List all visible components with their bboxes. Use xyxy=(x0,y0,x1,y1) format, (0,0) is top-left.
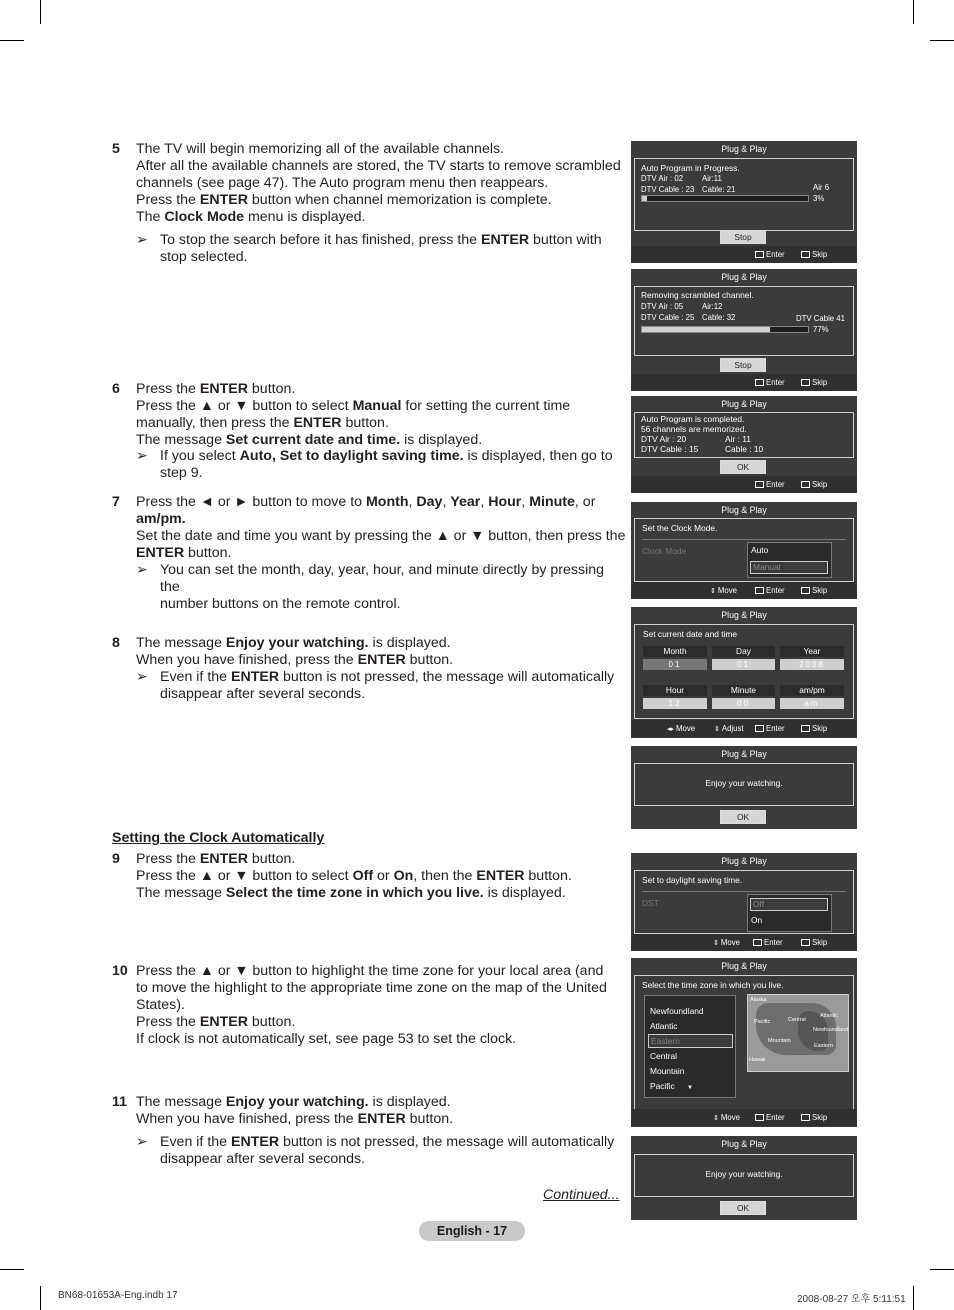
page-number-badge: English - 17 xyxy=(419,1221,525,1241)
text-line: If clock is not automatically set, see page 53 to set the clock. xyxy=(136,1031,517,1047)
text-line: Press the ▲ or ▼ button to select Off or On, then the ENTER button. xyxy=(136,868,572,884)
step-number: 6 xyxy=(112,381,120,397)
dtv-air-count: DTV Air : 02 xyxy=(641,174,684,183)
step-number: 8 xyxy=(112,635,120,651)
enjoy-message: Enjoy your watching. xyxy=(705,778,783,788)
dst-label: DST xyxy=(642,898,659,908)
current-channel: Air 6 xyxy=(813,183,830,192)
dtv-cable-count: DTV Cable : 23 xyxy=(641,185,695,194)
screen-heading: Select the time zone in which you live. xyxy=(642,980,784,990)
air-count: Air:11 xyxy=(702,174,722,183)
scroll-down-icon[interactable]: ▼ xyxy=(687,1085,693,1091)
screen-clock-mode xyxy=(631,502,857,599)
screen-panel xyxy=(634,412,854,458)
move-icon: ◂▸ xyxy=(667,726,675,733)
map-label-central: Central xyxy=(788,1017,806,1023)
move-hint: ⇕ Move xyxy=(713,1113,740,1122)
zone-atlantic[interactable]: Atlantic xyxy=(650,1021,678,1031)
option-auto[interactable]: Auto xyxy=(751,545,769,555)
option-manual[interactable]: Manual xyxy=(750,561,828,574)
screen-title: Plug & Play xyxy=(721,610,767,620)
step-number: 7 xyxy=(112,494,120,510)
enter-icon xyxy=(755,481,764,488)
text-line: You can set the month, day, year, hour, and minute directly by pressing the xyxy=(160,562,605,595)
screen-title: Plug & Play xyxy=(721,961,767,971)
map-label-mountain: Mountain xyxy=(768,1038,791,1044)
enter-icon xyxy=(753,939,762,946)
skip-icon xyxy=(801,1114,810,1121)
dtv-cable-count: DTV Cable : 25 xyxy=(641,313,695,322)
hint-bar xyxy=(631,476,857,493)
crop-mark xyxy=(930,40,954,41)
divider xyxy=(642,891,846,892)
stop-button[interactable]: Stop xyxy=(720,230,766,244)
text-line: Press the ◄ or ► button to move to Month, Day, Year, Hour, Minute, or xyxy=(136,494,596,510)
screen-set-date-time xyxy=(631,607,857,738)
screen-heading: Auto Program in Progress. xyxy=(641,163,740,173)
screen-heading: Removing scrambled channel. xyxy=(641,290,754,300)
move-hint: ⇕ Move xyxy=(710,586,737,595)
screen-panel xyxy=(634,518,854,582)
screen-title: Plug & Play xyxy=(721,144,767,154)
text-line: number buttons on the remote control. xyxy=(160,596,401,612)
map-label-atlantic: Atlantic xyxy=(820,1013,839,1019)
move-hint: ◂▸ Move xyxy=(667,724,696,733)
hint-bar xyxy=(631,582,857,599)
map-label-newfoundland: Newfoundland xyxy=(813,1027,849,1033)
zone-newfoundland[interactable]: Newfoundland xyxy=(650,1006,704,1016)
screen-enjoy-watching xyxy=(631,746,857,829)
zone-pacific[interactable]: Pacific xyxy=(650,1081,675,1091)
step-number: 5 xyxy=(112,141,120,157)
air-count: Air : 11 xyxy=(725,434,751,444)
text-line: The message Enjoy your watching. is displayed. xyxy=(136,635,451,651)
skip-hint: Skip xyxy=(801,938,827,947)
skip-icon xyxy=(801,939,810,946)
enter-icon xyxy=(755,1114,764,1121)
screen-removing-scrambled xyxy=(631,269,857,391)
screen-heading: Set current date and time xyxy=(643,629,738,639)
hint-bar xyxy=(631,1109,857,1126)
zone-central[interactable]: Central xyxy=(650,1051,677,1061)
crop-mark xyxy=(913,0,914,24)
text-line: channels (see page 47). The Auto program menu then reappears. xyxy=(136,175,549,191)
dtv-air-count: DTV Air : 05 xyxy=(641,302,684,311)
month-field[interactable]: 01 xyxy=(643,659,707,670)
cable-count: Cable: 21 xyxy=(702,185,736,194)
crop-mark xyxy=(0,1269,24,1270)
year-field[interactable]: 2008 xyxy=(780,659,844,670)
map-label-eastern: Eastern xyxy=(814,1043,833,1049)
clock-mode-label: Clock Mode xyxy=(642,546,687,556)
screen-auto-program xyxy=(631,141,857,263)
enter-hint: Enter xyxy=(755,480,785,489)
screen-panel xyxy=(634,158,854,231)
ok-button[interactable]: OK xyxy=(720,1201,766,1215)
ampm-header: am/pm xyxy=(780,685,844,696)
screen-panel xyxy=(634,975,854,1110)
step-number: 9 xyxy=(112,851,120,867)
step-text xyxy=(136,141,621,226)
skip-icon xyxy=(801,481,810,488)
text-line: Even if the ENTER button is not pressed, the message will automatically xyxy=(160,1134,615,1150)
progress-percent: 77% xyxy=(813,325,829,334)
map-label-pacific: Pacific xyxy=(754,1019,771,1025)
dtv-air-count: DTV Air : 20 xyxy=(641,434,687,444)
stop-button[interactable]: Stop xyxy=(720,358,766,372)
screen-panel xyxy=(634,870,854,934)
text-line: Press the ▲ or ▼ button to highlight the time zone for your local area (and xyxy=(136,963,604,979)
crop-mark xyxy=(930,1269,954,1270)
progress-percent: 3% xyxy=(813,194,825,203)
enter-hint: Enter xyxy=(755,1113,785,1122)
note-arrow-icon: ➢ xyxy=(136,1134,148,1150)
step-number: 11 xyxy=(112,1094,127,1110)
zone-eastern[interactable]: Eastern xyxy=(648,1034,733,1048)
footer-timestamp: 2008-08-27 오후 5:11:51 xyxy=(797,1294,906,1305)
screen-enjoy-watching-2 xyxy=(631,1136,857,1220)
screen-title: Plug & Play xyxy=(721,272,767,282)
enter-icon xyxy=(755,587,764,594)
day-header: Day xyxy=(712,646,775,657)
screen-title: Plug & Play xyxy=(721,505,767,515)
enter-hint: Enter xyxy=(755,250,785,259)
hint-bar xyxy=(631,246,857,263)
option-on[interactable]: On xyxy=(751,915,763,925)
progress-fill xyxy=(642,196,647,201)
progress-bar xyxy=(641,195,809,202)
minute-header: Minute xyxy=(712,685,775,696)
skip-icon xyxy=(801,251,810,258)
text-line: am/pm. xyxy=(136,511,186,527)
screen-title: Plug & Play xyxy=(721,749,767,759)
enter-hint: Enter xyxy=(755,378,785,387)
skip-hint: Skip xyxy=(801,378,827,387)
crop-mark xyxy=(913,1286,914,1310)
cable-count: Cable: 32 xyxy=(702,313,736,322)
screen-daylight-saving xyxy=(631,853,857,951)
enjoy-message: Enjoy your watching. xyxy=(705,1169,783,1179)
minute-field[interactable]: 00 xyxy=(712,698,775,709)
time-zone-list xyxy=(644,995,736,1098)
text-line: to move the highlight to the appropriate time zone on the map of the United xyxy=(136,980,607,996)
text-line: step 9. xyxy=(160,465,203,481)
screen-heading: Set the Clock Mode. xyxy=(642,523,718,533)
move-hint: ⇕ Move xyxy=(713,938,740,947)
ok-button[interactable]: OK xyxy=(720,460,766,474)
skip-hint: Skip xyxy=(801,480,827,489)
move-icon: ⇕ xyxy=(713,1115,719,1122)
text-line: If you select Auto, Set to daylight saving time. is displayed, then go to xyxy=(160,448,613,464)
text-line: Set the date and time you want by pressing the ▲ or ▼ button, then press the xyxy=(136,528,626,544)
map-label-hawaii: Hawaii xyxy=(749,1057,766,1063)
divider xyxy=(642,539,846,540)
enter-icon xyxy=(755,251,764,258)
text-line: Press the ▲ or ▼ button to select Manual for setting the current time xyxy=(136,398,571,414)
skip-hint: Skip xyxy=(801,1113,827,1122)
dtv-cable-count: DTV Cable : 15 xyxy=(641,444,699,454)
skip-icon xyxy=(801,725,810,732)
footer-file: BN68-01653A-Eng.indb 17 xyxy=(58,1290,178,1301)
map-label-alaska: Alaska xyxy=(750,997,767,1003)
note-arrow-icon: ➢ xyxy=(136,232,148,248)
screen-panel xyxy=(634,624,854,719)
note-arrow-icon: ➢ xyxy=(136,448,148,464)
text-line: The message Set current date and time. is displayed. xyxy=(136,432,483,448)
note-arrow-icon: ➢ xyxy=(136,669,148,685)
text-line: ENTER button. xyxy=(136,545,232,561)
move-icon: ⇕ xyxy=(710,588,716,595)
clock-mode-options xyxy=(747,542,832,578)
adjust-icon: ⇕ xyxy=(714,726,720,733)
enter-hint: Enter xyxy=(755,724,785,733)
section-heading: Setting the Clock Automatically xyxy=(112,830,325,846)
progress-fill xyxy=(642,327,770,332)
completed-message: Auto Program is completed. xyxy=(641,414,745,424)
screen-panel xyxy=(634,1154,854,1197)
step-number: 10 xyxy=(112,963,128,979)
hour-header: Hour xyxy=(643,685,707,696)
screen-heading: Set to daylight saving time. xyxy=(642,875,743,885)
enter-icon xyxy=(755,379,764,386)
skip-icon xyxy=(801,587,810,594)
text-line: manually, then press the ENTER button. xyxy=(136,415,389,431)
adjust-hint: ⇕ Adjust xyxy=(714,724,744,733)
text-line: Press the ENTER button. xyxy=(136,1014,296,1030)
text-line: Press the ENTER button. xyxy=(136,851,296,867)
zone-mountain[interactable]: Mountain xyxy=(650,1066,685,1076)
screen-title: Plug & Play xyxy=(721,1139,767,1149)
move-icon: ⇕ xyxy=(713,940,719,947)
skip-icon xyxy=(801,379,810,386)
text-line: The TV will begin memorizing all of the available channels. xyxy=(136,141,505,157)
screen-panel xyxy=(634,286,854,356)
screen-title: Plug & Play xyxy=(721,856,767,866)
enter-icon xyxy=(755,725,764,732)
crop-mark xyxy=(40,1286,41,1310)
crop-mark xyxy=(0,40,24,41)
screen-auto-program-completed xyxy=(631,396,857,493)
text-line: The Clock Mode menu is displayed. xyxy=(136,209,366,225)
enter-hint: Enter xyxy=(755,586,785,595)
text-line: Press the ENTER button. xyxy=(136,381,296,397)
time-zone-map xyxy=(747,994,849,1072)
text-line: When you have finished, press the ENTER button. xyxy=(136,1111,454,1127)
hour-field[interactable]: 12 xyxy=(643,698,707,709)
text-line: When you have finished, press the ENTER button. xyxy=(136,652,454,668)
skip-hint: Skip xyxy=(801,724,827,733)
hint-bar xyxy=(631,720,857,737)
memorized-count: 56 channels are memorized. xyxy=(641,424,747,434)
ampm-field[interactable]: am xyxy=(780,698,844,709)
month-header: Month xyxy=(643,646,707,657)
text-line: The message Select the time zone in which you live. is displayed. xyxy=(136,885,566,901)
screen-time-zone xyxy=(631,958,857,1127)
cable-count: Cable : 10 xyxy=(725,444,764,454)
screen-title: Plug & Play xyxy=(721,399,767,409)
continued-label: Continued... xyxy=(543,1187,620,1203)
text-line: The message Enjoy your watching. is displayed. xyxy=(136,1094,451,1110)
option-off[interactable]: Off xyxy=(750,898,828,911)
text-line: States). xyxy=(136,997,185,1013)
text-line: To stop the search before it has finished, press the ENTER button with xyxy=(160,232,602,248)
ok-button[interactable]: OK xyxy=(720,810,766,824)
hint-bar xyxy=(631,374,857,391)
text-line: disappear after several seconds. xyxy=(160,686,366,702)
text-line: disappear after several seconds. xyxy=(160,1151,366,1167)
text-line: stop selected. xyxy=(160,249,248,265)
progress-bar xyxy=(641,326,809,333)
text-line: After all the available channels are stored, the TV starts to remove scrambled xyxy=(136,158,621,174)
screen-panel xyxy=(634,763,854,806)
year-header: Year xyxy=(780,646,844,657)
day-field[interactable]: 01 xyxy=(712,659,775,670)
current-channel: DTV Cable 41 xyxy=(796,314,845,323)
enter-hint: Enter xyxy=(753,938,783,947)
dst-options xyxy=(747,894,832,932)
hint-bar xyxy=(631,934,857,951)
air-count: Air:12 xyxy=(702,302,723,311)
crop-mark xyxy=(40,0,41,24)
skip-hint: Skip xyxy=(801,250,827,259)
text-line: Press the ENTER button when channel memorization is complete. xyxy=(136,192,552,208)
text-line: Even if the ENTER button is not pressed, the message will automatically xyxy=(160,669,615,685)
note-arrow-icon: ➢ xyxy=(136,562,148,578)
skip-hint: Skip xyxy=(801,586,827,595)
